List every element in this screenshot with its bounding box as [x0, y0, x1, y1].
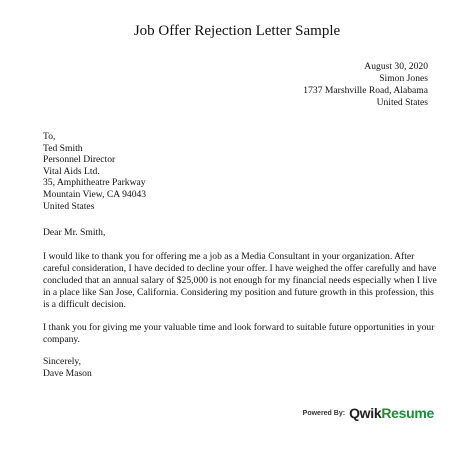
recipient-name: Ted Smith: [43, 142, 83, 154]
recipient-company: Vital Aids Ltd.: [43, 165, 100, 177]
recipient-country: United States: [43, 200, 95, 212]
body-paragraph-1: [43, 251, 435, 311]
paragraph-line: is a difficult decision.: [43, 299, 126, 310]
recipient-street: 35, Amphitheatre Parkway: [43, 177, 146, 189]
recipient-address: [43, 131, 146, 212]
logo-part-resume: Resume: [381, 405, 434, 421]
paragraph-line: I thank you for giving me your valuable time and look forward to suitable future opportunities in your: [43, 322, 435, 333]
greeting: Dear Mr. Smith,: [43, 227, 106, 238]
powered-by-badge[interactable]: [303, 405, 434, 421]
body-paragraph-2: [43, 322, 435, 346]
sender-name: Simon Jones: [379, 73, 428, 84]
closing-phrase: Sincerely,: [43, 356, 82, 367]
logo-part-qwik: Qwik: [349, 405, 382, 421]
letter-closing: [43, 356, 92, 380]
signature-name: Dave Mason: [43, 368, 92, 379]
sender-address: [303, 61, 428, 109]
paragraph-line: careful consideration, I have decided to decline your offer. I have weighed the offer carefully and have: [43, 263, 437, 274]
recipient-to: To,: [43, 131, 56, 142]
document-title: Job Offer Rejection Letter Sample: [133, 23, 341, 39]
recipient-city: Mountain View, CA 94043: [43, 188, 147, 200]
paragraph-line: in a place like San Jose, California. Considering my position and future growth in this profession, this: [43, 287, 434, 298]
paragraph-line: company.: [43, 334, 80, 345]
letter-date: August 30, 2020: [364, 61, 428, 72]
paragraph-line: concluded that an annual salary of $25,000 is not enough for my financial needs especially when I live: [43, 275, 437, 286]
qwikresume-logo[interactable]: [349, 405, 434, 421]
paragraph-line: I would like to thank you for offering me a job as a Media Consultant in your organization. After: [43, 251, 415, 262]
sender-street: 1737 Marshville Road, Alabama: [303, 85, 428, 96]
recipient-title: Personnel Director: [43, 154, 116, 166]
powered-by-label: Powered By:: [302, 409, 346, 417]
sender-country: United States: [376, 97, 428, 108]
